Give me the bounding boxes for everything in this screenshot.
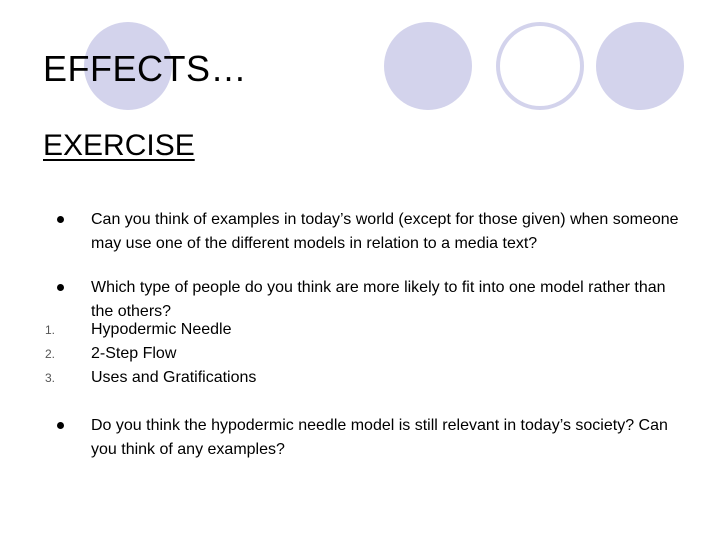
decorative-ring	[496, 22, 584, 110]
bullet-icon	[57, 216, 64, 223]
question-text: Which type of people do you think are more likely to fit into one model rather than the others?	[91, 279, 666, 320]
decorative-circle	[596, 22, 684, 110]
question-text: Do you think the hypodermic needle model is still relevant in today’s society? Can you think of any examples?	[91, 417, 668, 458]
list-item-text: Uses and Gratifications	[91, 369, 257, 386]
slide-subtitle: EXERCISE	[43, 129, 195, 162]
bullet-icon	[57, 422, 64, 429]
question-text: Can you think of examples in today’s world (except for those given) when someone may use one of the different models in relation to a media text?	[91, 211, 679, 252]
list-item-text: 2-Step Flow	[91, 345, 177, 362]
list-number: 2.	[45, 347, 56, 361]
list-item-text: Hypodermic Needle	[91, 321, 232, 338]
bullet-icon	[57, 284, 64, 291]
list-number: 1.	[45, 323, 56, 337]
slide-title: EFFECTS…	[43, 48, 248, 89]
decorative-circle	[384, 22, 472, 110]
list-number: 3.	[45, 371, 56, 385]
